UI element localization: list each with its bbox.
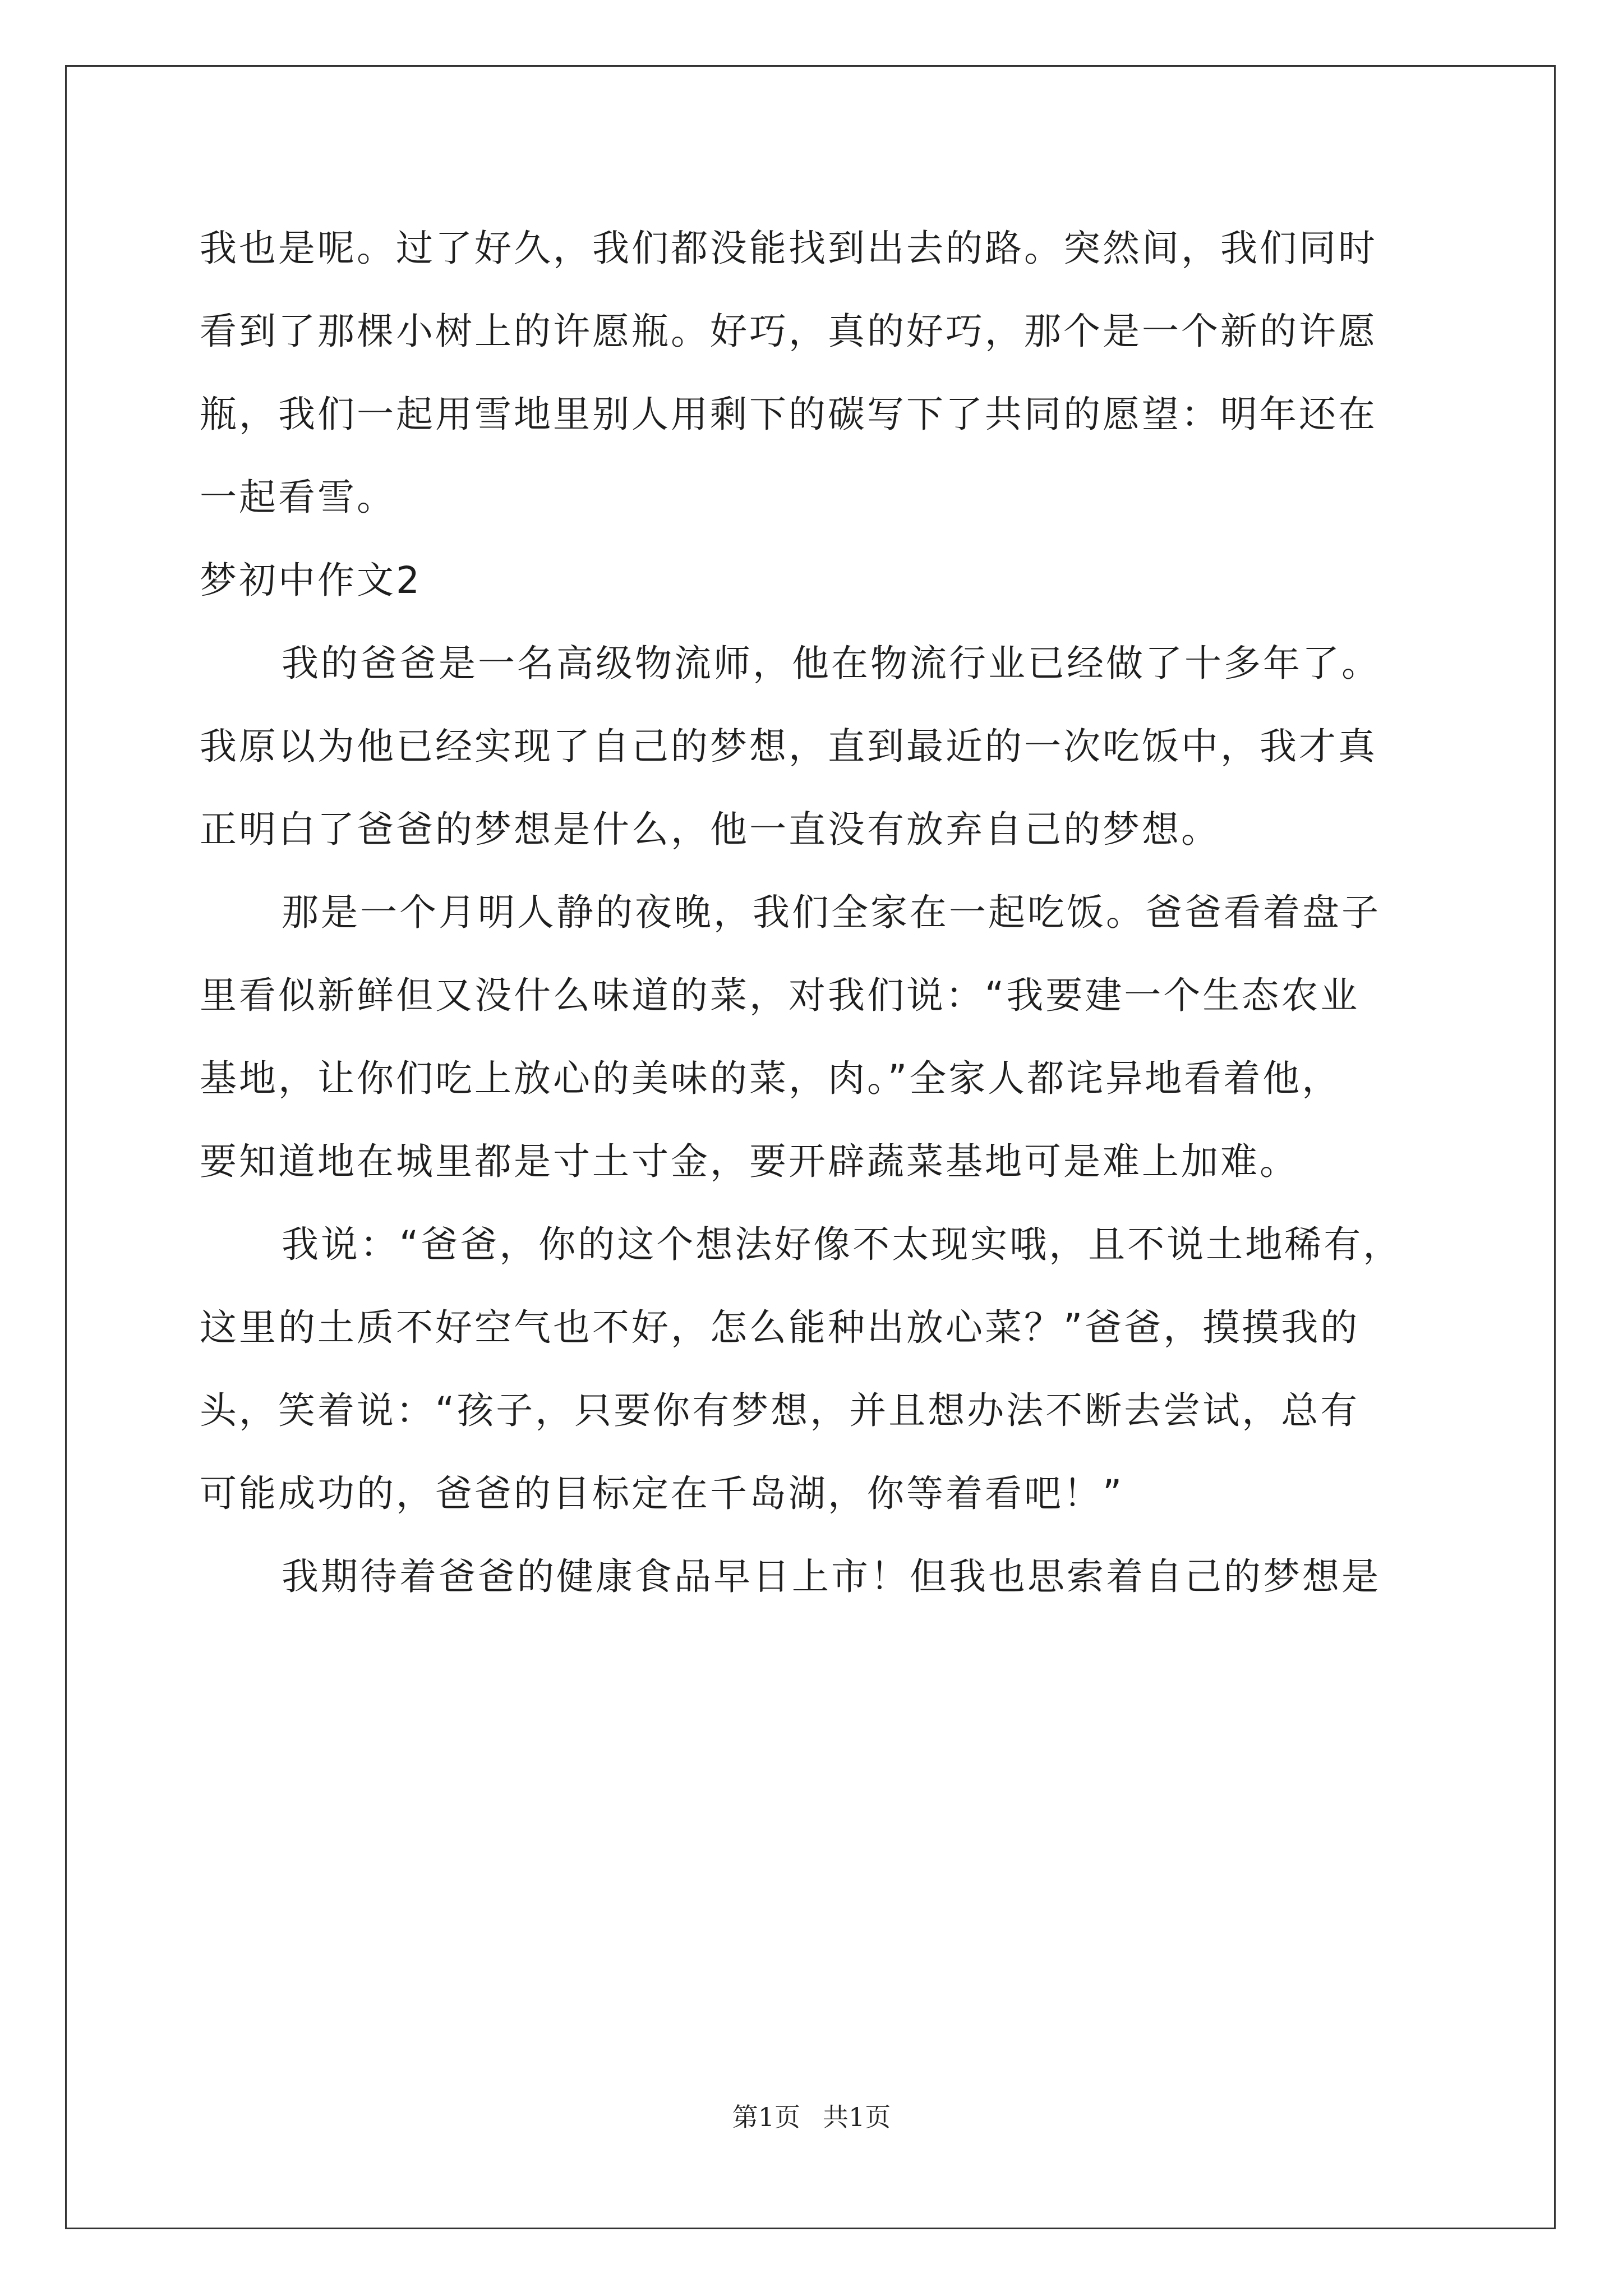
page-number-current: 第1页 [732, 2102, 800, 2132]
text-line: 头，笑着说：“孩子，只要你有梦想，并且想办法不断去尝试，总有 [200, 1389, 1360, 1432]
section-heading: 梦初中作文2 [200, 559, 422, 602]
text-line: 我也是呢。过了好久，我们都没能找到出去的路。突然间，我们同时 [200, 227, 1377, 270]
page-number-total: 共1页 [823, 2102, 891, 2132]
text-line: 正明白了爸爸的梦想是什么，他一直没有放弃自己的梦想。 [200, 808, 1220, 851]
text-line: 里看似新鲜但又没什么味道的菜，对我们说：“我要建一个生态农业 [200, 974, 1360, 1017]
text-line: 基地，让你们吃上放心的美味的菜，肉。”全家人都诧异地看着他， [200, 1057, 1341, 1100]
paragraph-start-line: 我说：“爸爸，你的这个想法好像不太现实哦，且不说土地稀有， [282, 1223, 1403, 1266]
text-line: 看到了那棵小树上的许愿瓶。好巧，真的好巧，那个是一个新的许愿 [200, 310, 1377, 353]
paragraph-start-line: 我期待着爸爸的健康食品早日上市！但我也思索着自己的梦想是 [282, 1555, 1381, 1598]
document-body [200, 220, 1461, 1632]
text-line: 我原以为他已经实现了自己的梦想，直到最近的一次吃饭中，我才真 [200, 725, 1377, 768]
page-footer [0, 2097, 1623, 2134]
text-line: 可能成功的，爸爸的目标定在千岛湖，你等着看吧！” [200, 1472, 1124, 1515]
text-line: 要知道地在城里都是寸土寸金，要开辟蔬菜基地可是难上加难。 [200, 1140, 1299, 1183]
paragraph-start-line: 我的爸爸是一名高级物流师，他在物流行业已经做了十多年了。 [282, 642, 1381, 685]
paragraph-start-line: 那是一个月明人静的夜晚，我们全家在一起吃饭。爸爸看着盘子 [282, 891, 1381, 934]
text-line: 瓶，我们一起用雪地里别人用剩下的碳写下了共同的愿望：明年还在 [200, 393, 1377, 436]
text-line: 一起看雪。 [200, 476, 396, 519]
text-line: 这里的土质不好空气也不好，怎么能种出放心菜？”爸爸，摸摸我的 [200, 1306, 1360, 1349]
